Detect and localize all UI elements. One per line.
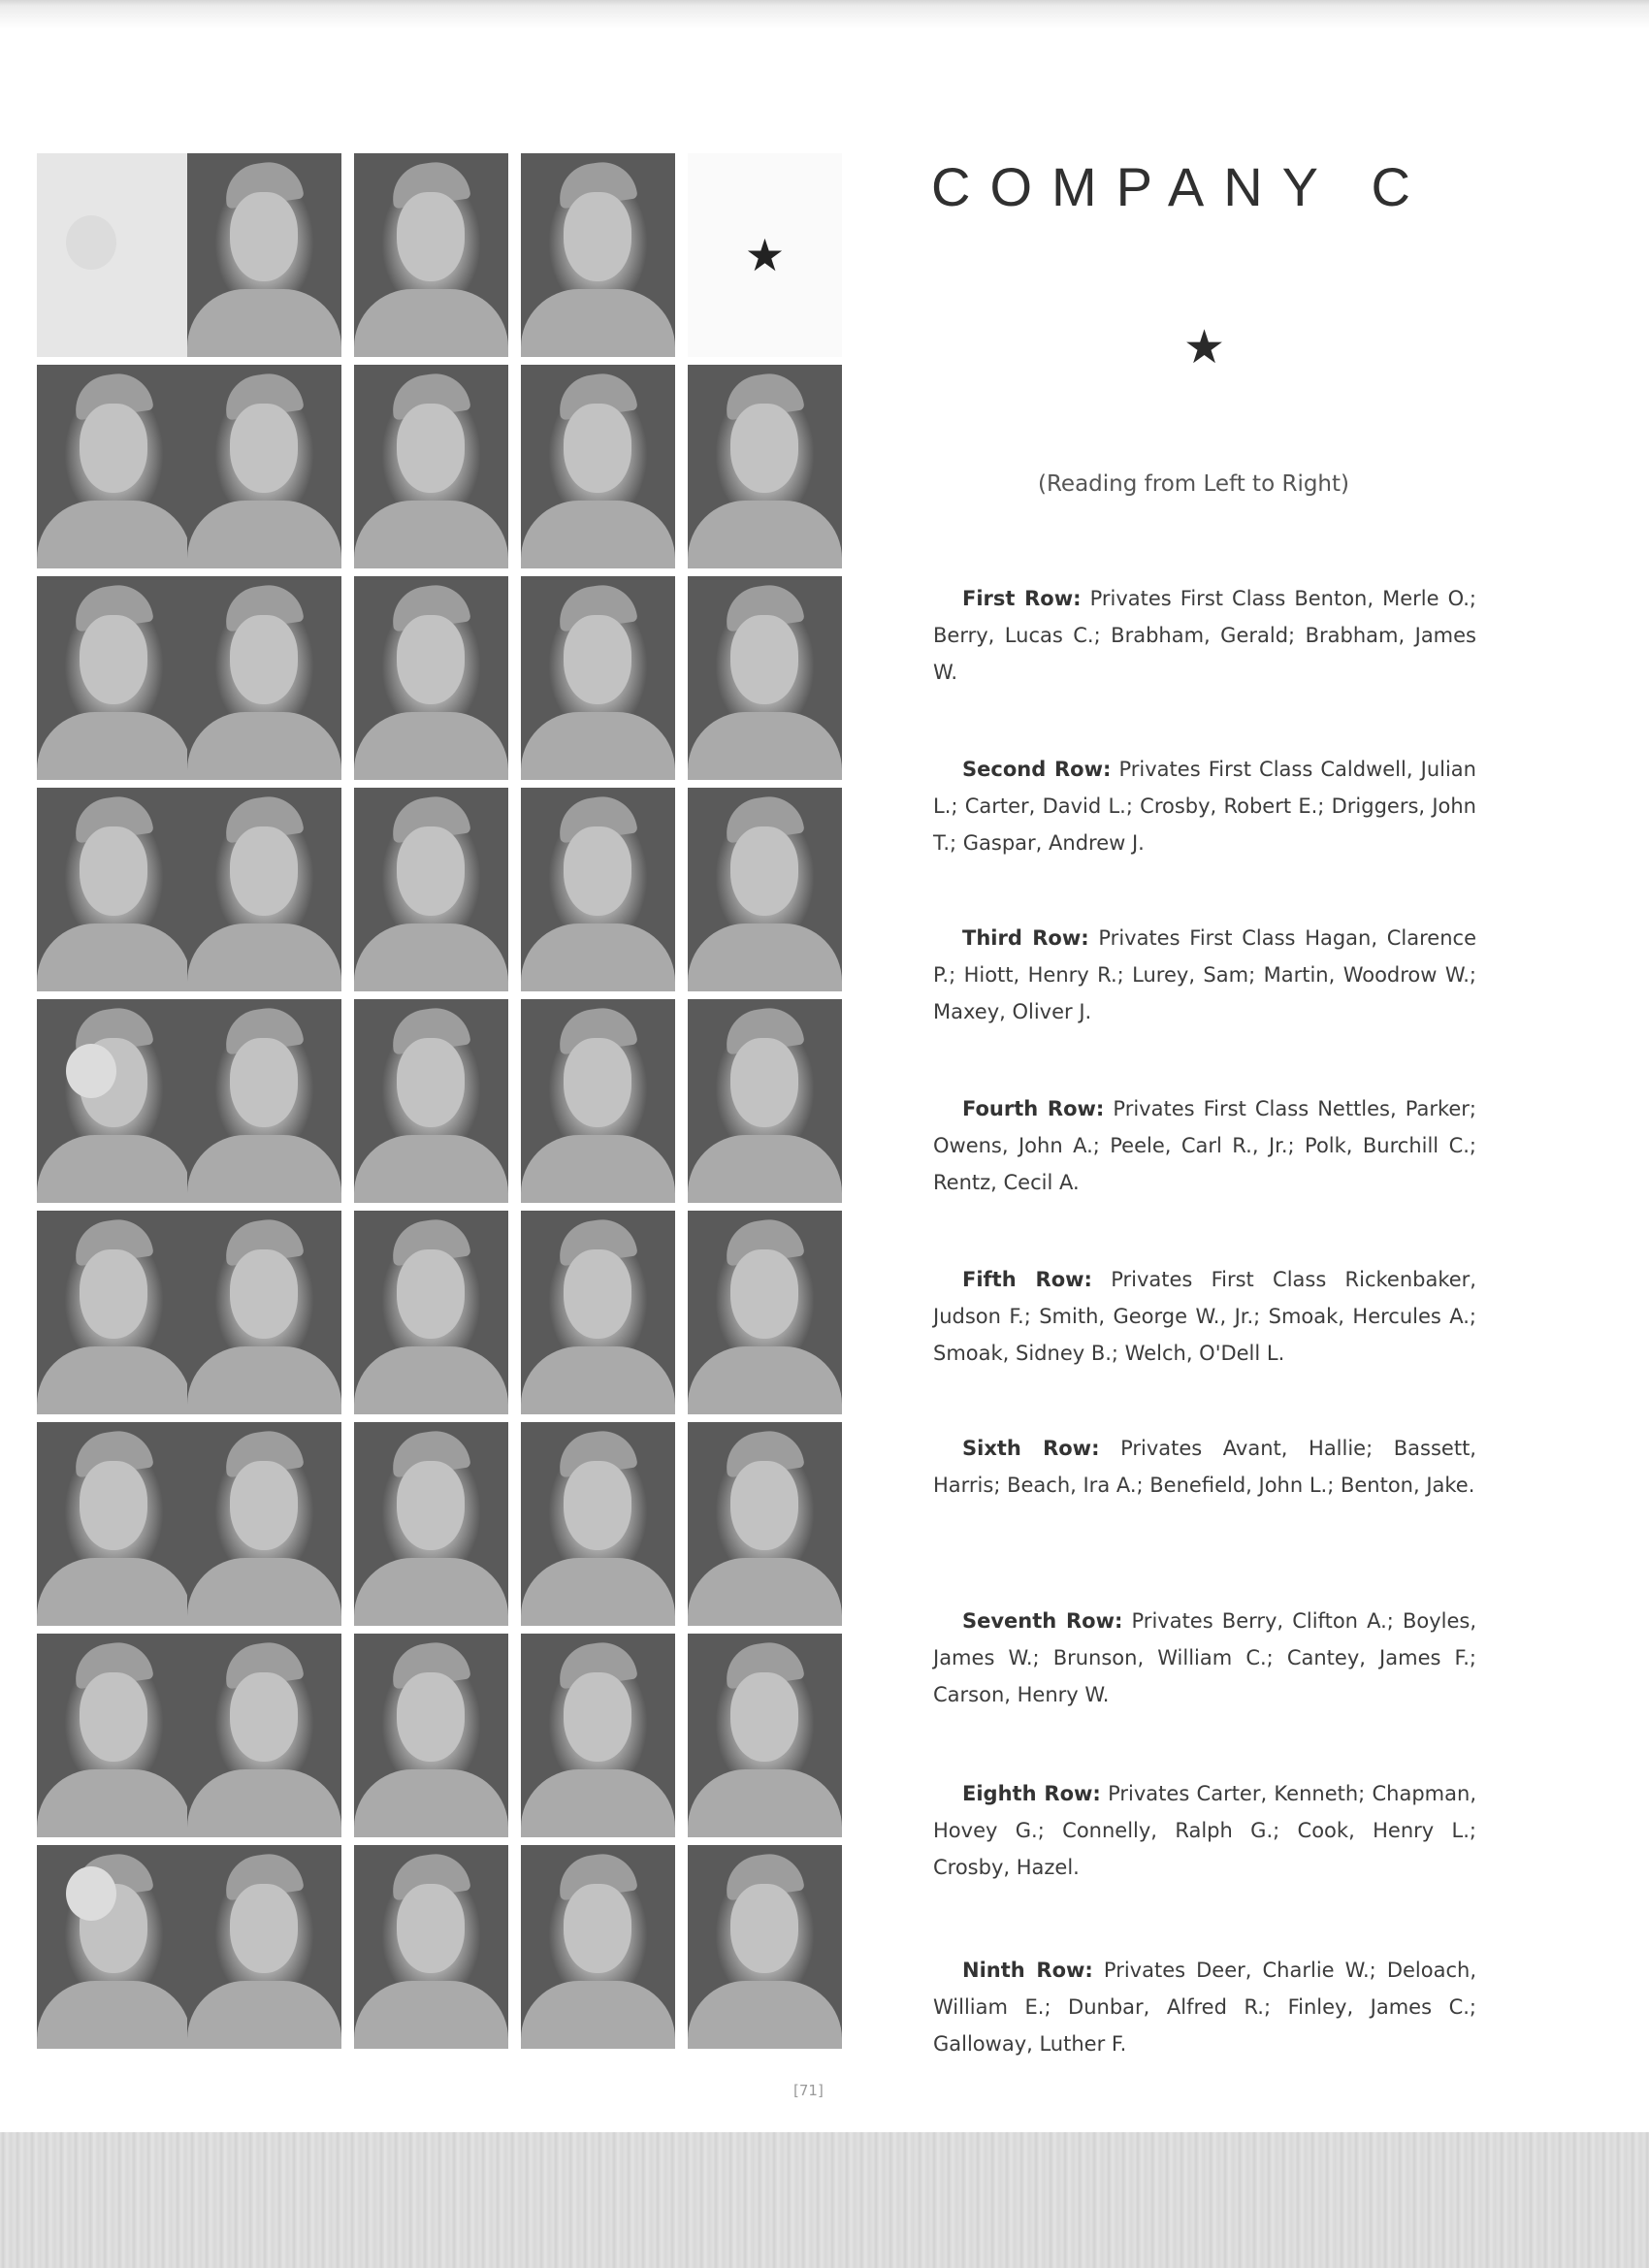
- portrait-photo: [37, 576, 191, 780]
- row-caption: [933, 1261, 1476, 1372]
- photo-row: [37, 153, 850, 357]
- portrait-photo: [521, 788, 675, 991]
- row-caption-label: First Row:: [962, 587, 1082, 610]
- portrait-photo: [187, 1422, 341, 1626]
- row-caption: [933, 580, 1476, 691]
- portrait-photo: [37, 1845, 191, 2049]
- portrait-photo: [521, 576, 675, 780]
- row-caption-label: Eighth Row:: [962, 1782, 1101, 1805]
- portrait-photo: [521, 365, 675, 568]
- page-number: [71]: [793, 2082, 824, 2099]
- photo-row: [37, 1211, 850, 1414]
- photo-row: [37, 1422, 850, 1626]
- portrait-photo: [354, 1634, 508, 1837]
- portrait-photo: [688, 1845, 842, 2049]
- portrait-photo: [37, 1634, 191, 1837]
- row-caption-text: Privates Carter, Kenneth; Chapman, Hovey G.; Connelly, Ralph G.; Cook, Henry L.; Crosby, Hazel.: [933, 1782, 1476, 1879]
- portrait-photo: [187, 153, 341, 357]
- row-caption: [933, 920, 1476, 1030]
- portrait-photo: [521, 1634, 675, 1837]
- scan-edge-bottom: [0, 2132, 1649, 2268]
- punch-hole: [66, 1866, 116, 1921]
- row-caption-text: Privates First Class Caldwell, Julian L.; Carter, David L.; Crosby, Robert E.; Driggers, John T.; Gaspar, Andrew J.: [933, 758, 1476, 855]
- photo-row: [37, 788, 850, 991]
- portrait-photo: [688, 999, 842, 1203]
- portrait-photo: [354, 999, 508, 1203]
- portrait-photo: [688, 1422, 842, 1626]
- row-caption-text: Privates First Class Nettles, Parker; Owens, John A.; Peele, Carl R., Jr.; Polk, Burchill C.; Rentz, Cecil A.: [933, 1097, 1476, 1194]
- photo-row: [37, 1634, 850, 1837]
- row-caption-label: Seventh Row:: [962, 1609, 1123, 1633]
- portrait-photo: [688, 788, 842, 991]
- grid-star-icon: ★: [688, 153, 842, 357]
- portrait-photo: [37, 365, 191, 568]
- row-caption-label: Fourth Row:: [962, 1097, 1105, 1120]
- row-caption-label: Ninth Row:: [962, 1959, 1093, 1982]
- portrait-photo: [521, 1845, 675, 2049]
- row-caption-label: Second Row:: [962, 758, 1112, 781]
- portrait-photo: [521, 999, 675, 1203]
- portrait-photo: [187, 1634, 341, 1837]
- row-caption-label: Fifth Row:: [962, 1268, 1092, 1291]
- punch-hole: [66, 1044, 116, 1098]
- portrait-photo: [37, 999, 191, 1203]
- portrait-photo: [187, 788, 341, 991]
- portrait-photo: [354, 1211, 508, 1414]
- portrait-photo: [37, 1422, 191, 1626]
- portrait-photo: [37, 1211, 191, 1414]
- portrait-photo: [354, 365, 508, 568]
- row-caption-text: Privates First Class Benton, Merle O.; Berry, Lucas C.; Brabham, Gerald; Brabham, James W.: [933, 587, 1476, 684]
- reading-note: (Reading from Left to Right): [1038, 471, 1350, 497]
- row-caption-label: Third Row:: [962, 926, 1089, 950]
- portrait-photo: [688, 365, 842, 568]
- portrait-photo: [521, 153, 675, 357]
- photo-grid: [37, 153, 850, 2064]
- row-caption-text: Privates Berry, Clifton A.; Boyles, James W.; Brunson, William C.; Cantey, James F.; Carson, Henry W.: [933, 1609, 1476, 1706]
- photo-row: [37, 365, 850, 568]
- portrait-photo: [521, 1422, 675, 1626]
- photo-row: [37, 1845, 850, 2049]
- portrait-photo: [354, 788, 508, 991]
- row-caption-label: Sixth Row:: [962, 1437, 1100, 1460]
- portrait-photo: [187, 576, 341, 780]
- portrait-photo: [688, 576, 842, 780]
- punch-hole: [66, 215, 116, 270]
- row-caption: [933, 751, 1476, 861]
- page-title: COMPANY C: [931, 156, 1430, 217]
- row-caption: [933, 1775, 1476, 1886]
- portrait-photo: [688, 1211, 842, 1414]
- scan-edge-top: [0, 0, 1649, 29]
- row-caption-text: Privates Avant, Hallie; Bassett, Harris; Beach, Ira A.; Benefield, John L.; Benton, Jake.: [933, 1437, 1476, 1497]
- row-caption: [933, 1603, 1476, 1713]
- blank-photo-slot: [37, 153, 191, 357]
- photo-row: [37, 999, 850, 1203]
- row-caption: [933, 1952, 1476, 2062]
- row-caption: [933, 1430, 1476, 1504]
- portrait-photo: [187, 365, 341, 568]
- portrait-photo: [521, 1211, 675, 1414]
- portrait-photo: [187, 999, 341, 1203]
- row-caption: [933, 1090, 1476, 1201]
- portrait-photo: [354, 1845, 508, 2049]
- portrait-photo: [187, 1845, 341, 2049]
- portrait-photo: [187, 1211, 341, 1414]
- portrait-photo: [354, 576, 508, 780]
- portrait-photo: [354, 153, 508, 357]
- photo-row: [37, 576, 850, 780]
- portrait-photo: [354, 1422, 508, 1626]
- row-caption-text: Privates Deer, Charlie W.; Deloach, William E.; Dunbar, Alfred R.; Finley, James C.; Galloway, Luther F.: [933, 1959, 1477, 2056]
- row-caption-text: Privates First Class Rickenbaker, Judson F.; Smith, George W., Jr.; Smoak, Hercules A.; Smoak, Sidney B.; Welch, O'Dell L.: [933, 1268, 1476, 1365]
- portrait-photo: [688, 1634, 842, 1837]
- row-caption-text: Privates First Class Hagan, Clarence P.; Hiott, Henry R.; Lurey, Sam; Martin, Woodrow W.; Maxey, Oliver J.: [933, 926, 1477, 1023]
- portrait-photo: [37, 788, 191, 991]
- star-icon: ★: [1183, 320, 1226, 374]
